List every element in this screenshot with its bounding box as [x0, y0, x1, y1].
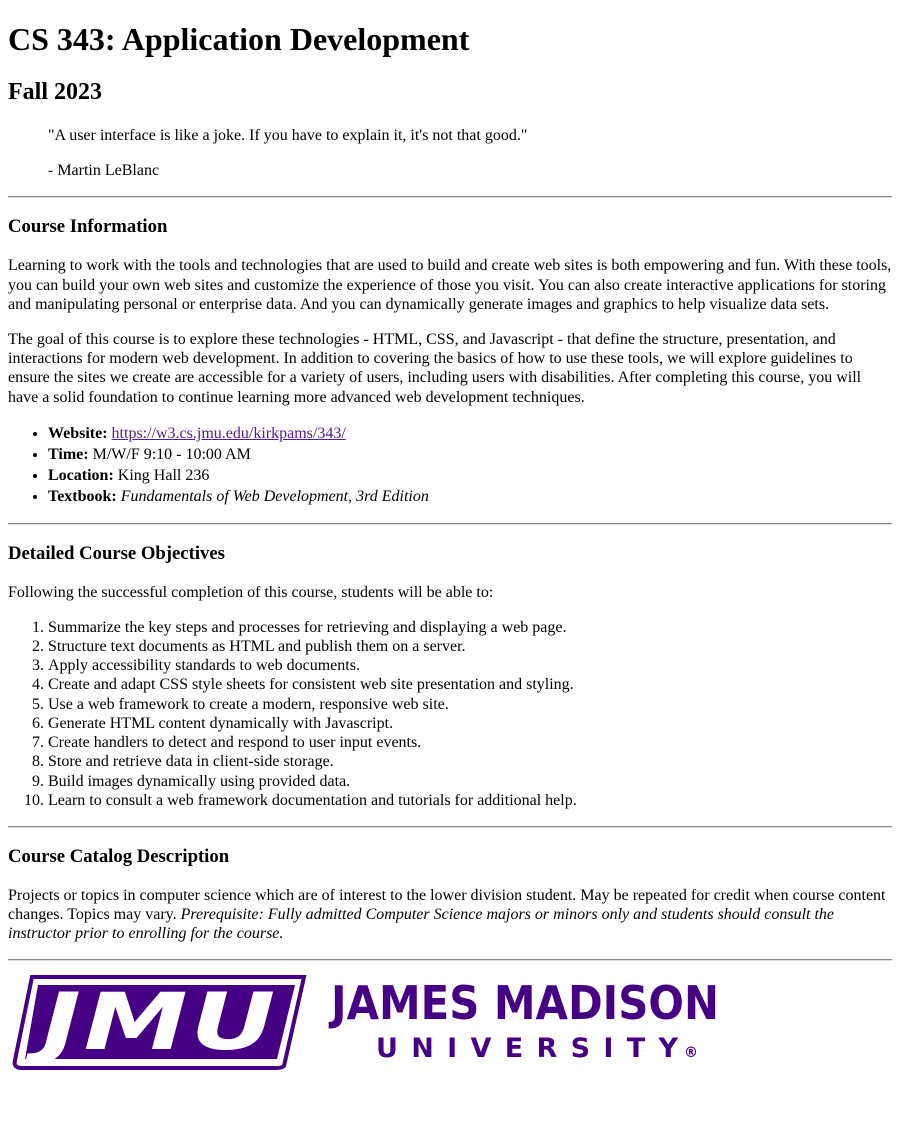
textbook-item [48, 486, 892, 507]
website-label: Website: [48, 424, 108, 442]
location-label: Location: [48, 466, 114, 484]
catalog-prerequisite: Prerequisite: Fully admitted Computer Science majors or minors only and students should consult the instructor prior to enrolling for the course. [8, 906, 835, 943]
quote-block [48, 126, 852, 180]
textbook-value: Fundamentals of Web Development, 3rd Edition [120, 487, 429, 505]
textbook-label: Textbook: [48, 487, 117, 505]
quote-text: "A user interface is like a joke. If you have to explain it, it's not that good." [48, 127, 528, 144]
objective-item: 6. Generate HTML content dynamically with Javascript. [48, 714, 892, 733]
divider [8, 959, 892, 961]
registered-mark: ® [684, 1045, 698, 1062]
website-link[interactable]: https://w3.cs.jmu.edu/kirkpams/343/ [111, 424, 346, 442]
divider [8, 826, 892, 828]
objective-item: 5. Use a web framework to create a modern, responsive web site. [48, 695, 892, 714]
website-item [48, 423, 892, 444]
course-details-list [8, 423, 892, 507]
objective-item: 10. Learn to consult a web framework documentation and tutorials for additional help. [48, 791, 892, 810]
jmu-wordmark-line1: JAMES MADISON [328, 976, 719, 1031]
time-label: Time: [48, 445, 89, 463]
divider [8, 523, 892, 525]
jmu-mark [12, 975, 306, 1070]
location-item [48, 465, 892, 486]
objectives-heading: Detailed Course Objectives [8, 542, 225, 564]
jmu-mark-text: JMU [24, 978, 278, 1069]
objectives-intro: Following the successful completion of this course, students will be able to: [8, 583, 494, 601]
objective-item: 4. Create and adapt CSS style sheets for consistent web site presentation and styling. [48, 675, 892, 694]
jmu-logo-svg [8, 971, 728, 1076]
objective-item: 8. Store and retrieve data in client-side storage. [48, 752, 892, 771]
objective-item: 3. Apply accessibility standards to web documents. [48, 656, 892, 675]
objective-item: 1. Summarize the key steps and processes for retrieving and displaying a web page. [48, 618, 892, 637]
term-heading: Fall 2023 [8, 79, 102, 105]
time-item [48, 444, 892, 465]
jmu-logo [8, 971, 892, 1081]
course-info-heading: Course Information [8, 216, 168, 238]
objective-item: 7. Create handlers to detect and respond to user input events. [48, 733, 892, 752]
page-title: CS 343: Application Development [8, 21, 470, 57]
objective-item: 9. Build images dynamically using provided data. [48, 772, 892, 791]
catalog-heading: Course Catalog Description [8, 845, 230, 867]
quote-attribution: - Martin LeBlanc [48, 162, 160, 180]
course-info-paragraph-2: The goal of this course is to explore these technologies - HTML, CSS, and Javascript - that define the structure, presentation, and interactions for modern web development. In addition to covering the basics of how to use these tools, we will explore guidelines to ensure the sites we create are accessible for a variety of users, including users with disabilities. After completing this course, you will have a solid foundation to continue learning more advanced web development techniques. [8, 330, 862, 406]
catalog-description [8, 886, 892, 944]
time-value: M/W/F 9:10 - 10:00 AM [92, 445, 251, 463]
objectives-list [8, 618, 892, 810]
divider [8, 196, 892, 198]
location-value: King Hall 236 [117, 466, 210, 484]
course-info-paragraph-1: Learning to work with the tools and technologies that are used to build and create web sites is both empowering and fun. With these tools, you can build your own web sites and customize the experience of those you visit. You can also create interactive applications for storing and manipulating personal or enterprise data. And you can dynamically generate images and graphics to help visualize data sets. [8, 257, 892, 313]
page [0, 21, 900, 1081]
objective-item: 2. Structure text documents as HTML and publish them on a server. [48, 637, 892, 656]
catalog-text: Projects or topics in computer science which are of interest to the lower division student. May be repeated for credit when course content changes. Topics may vary. [8, 886, 886, 924]
jmu-wordmark-line2: UNIVERSITY [376, 1033, 678, 1065]
